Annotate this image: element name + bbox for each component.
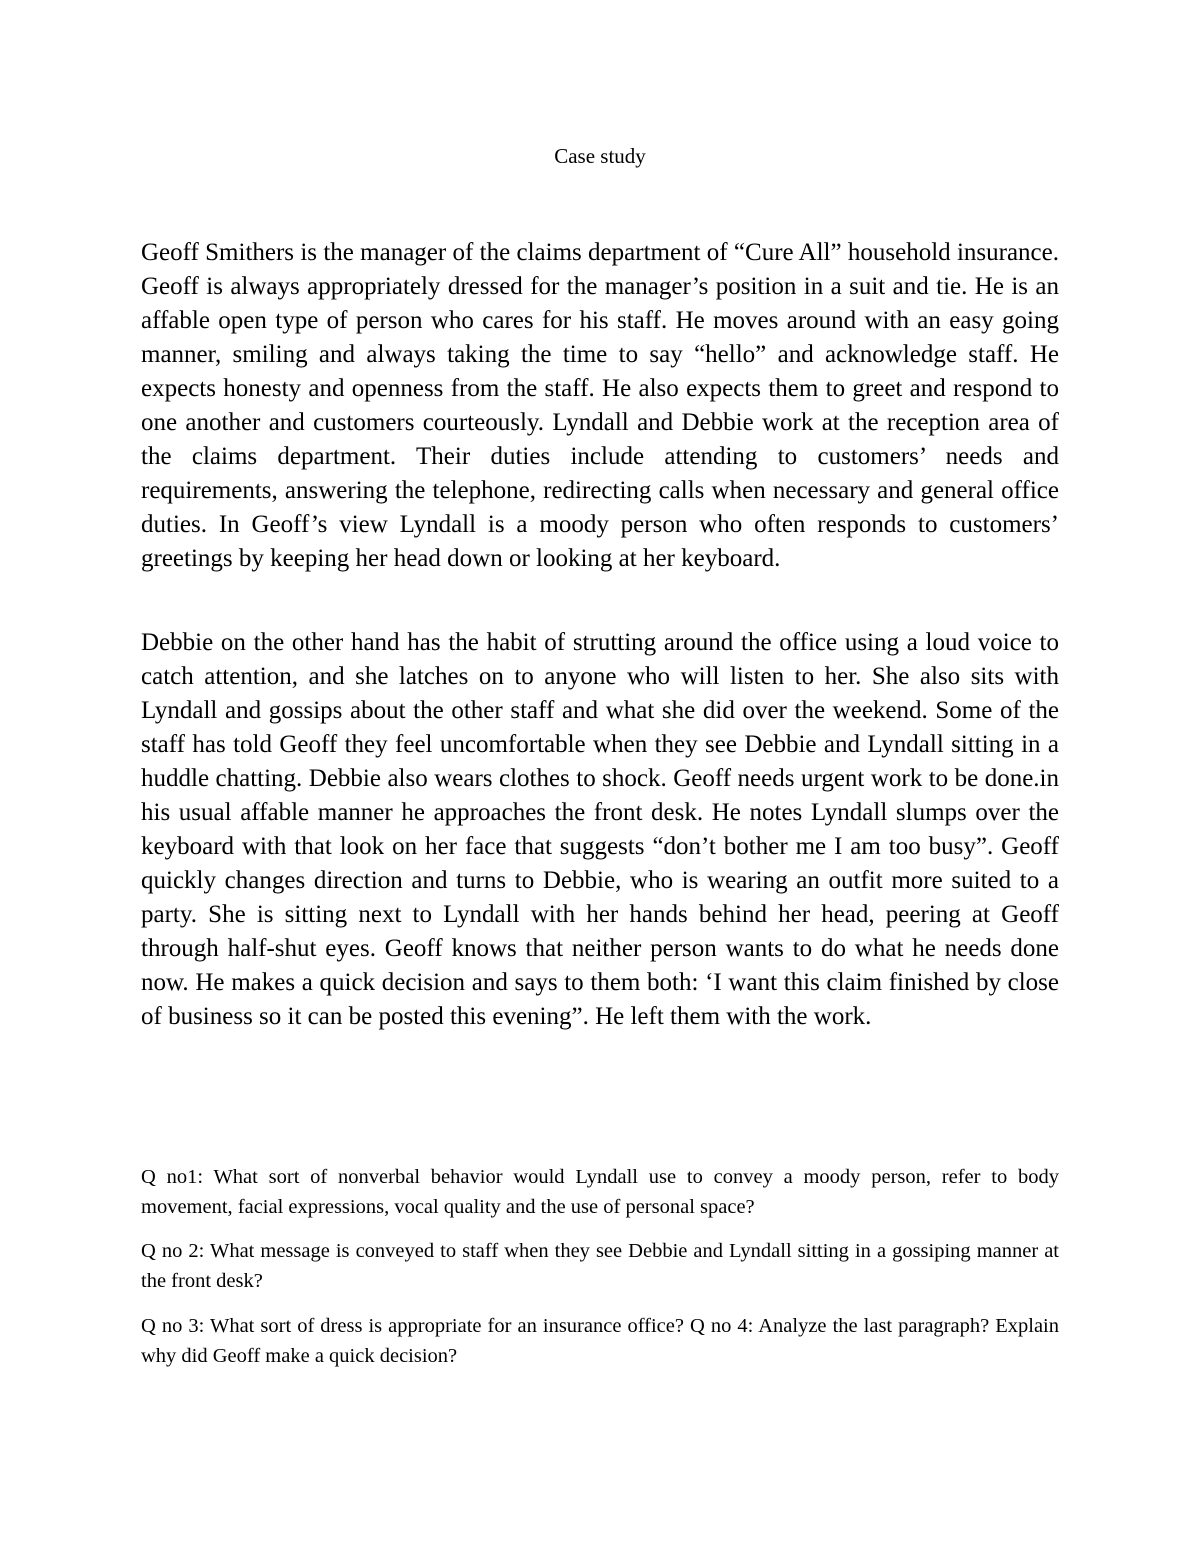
question-2: Q no 2: What message is conveyed to staff when they see Debbie and Lyndall sitting in a gossiping manner at the front desk? <box>141 1240 1059 1292</box>
page-title: Case study <box>554 144 646 168</box>
question-1: Q no1: What sort of nonverbal behavior would Lyndall use to convey a moody person, refer to body movement, facial expressions, vocal quality and the use of personal space? <box>141 1166 1059 1218</box>
case-paragraph-1: Geoff Smithers is the manager of the claims department of “Cure All” household insurance. Geoff is always appropriately dressed for the manager’s position in a suit and tie. He is an affable open type of person who cares for his staff. He moves around with an easy going manner, smiling and always taking the time to say “hello” and acknowledge staff. He expects honesty and openness from the staff. He also expects them to greet and respond to one another and customers courteously. Lyndall and Debbie work at the reception area of the claims department. Their duties include attending to customers’ needs and requirements, answering the telephone, redirecting calls when necessary and general office duties. In Geoff’s view Lyndall is a moody person who often responds to customers’ greetings by keeping her head down or looking at her keyboard. <box>141 239 1059 572</box>
case-paragraph-2: Debbie on the other hand has the habit of strutting around the office using a loud voice to catch attention, and she latches on to anyone who will listen to her. She also sits with Lyndall and gossips about the other staff and what she did over the weekend. Some of the staff has told Geoff they feel uncomfortable when they see Debbie and Lyndall sitting in a huddle chatting. Debbie also wears clothes to shock. Geoff needs urgent work to be done.in his usual affable manner he approaches the front desk. He notes Lyndall slumps over the keyboard with that look on her face that suggests “don’t bother me I am too busy”. Geoff quickly changes direction and turns to Debbie, who is wearing an outfit more suited to a party. She is sitting next to Lyndall with her hands behind her head, peering at Geoff through half-shut eyes. Geoff knows that neither person wants to do what he needs done now. He makes a quick decision and says to them both: ‘I want this claim finished by close of business so it can be posted this evening”. He left them with the work. <box>141 629 1059 1030</box>
question-3: Q no 3: What sort of dress is appropriate for an insurance office? Q no 4: Analyze the last paragraph? Explain why did Geoff make a quick decision? <box>141 1315 1059 1367</box>
